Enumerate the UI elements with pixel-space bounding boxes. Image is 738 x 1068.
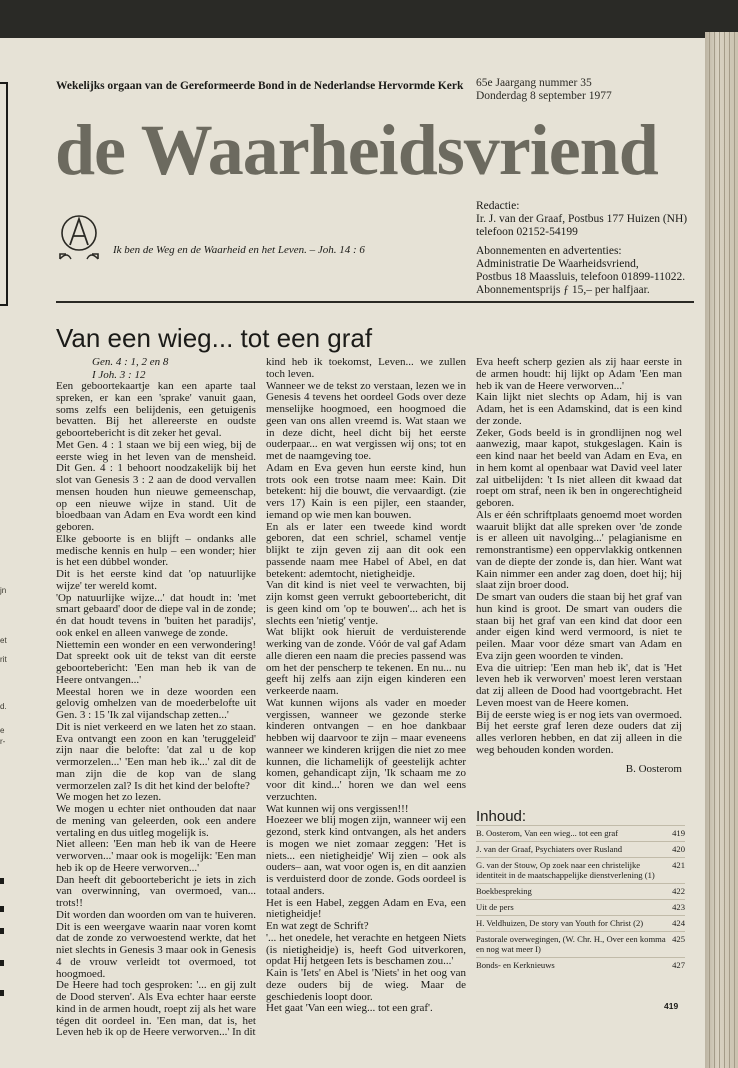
article-column-3: [476, 357, 682, 757]
toc-text: Uit de pers: [476, 902, 514, 912]
toc-item[interactable]: [476, 915, 685, 931]
margin-fragment: rit: [0, 655, 7, 664]
toc-item[interactable]: [476, 825, 685, 841]
paragraph: Van dit kind is niet veel te verwachten, bij zijn komst geen verrukt geboortebericht, dit is geen kind om 'op te bouwen'... ach het is slechts een 'nietig' ventje.: [266, 579, 466, 627]
paragraph: En wat zegt de Schrift?: [266, 920, 369, 932]
book-spine: [705, 32, 738, 1068]
toc-text: G. van der Stouw, Op zoek naar een christelijke identiteit in de maatschappelijke dienstverlening (1): [476, 860, 655, 880]
margin-mark: [0, 960, 4, 966]
paragraph: Eva die uitriep: 'Een man heb ik', dat is 'Het leven heb ik verworven' moest leren verstaan dat zij alleen de Dood had voortgebracht. Het Leven moest van de Heere komen.: [476, 661, 682, 709]
paragraph: Met Gen. 4 : 1 staan we bij een wieg, bij de eerste wieg in het leven van de mensheid. Dit Gen. 4 : 1 behoort noodzakelijk bij het slot van Genesis 3 : 2 aan de dood vervallen mensen houden hun nieuwe gemeenschap, op een nieuwe wijze in stand. Uit de bloedbaan van Adam en Eva wordt een kind geboren.: [56, 438, 256, 533]
paragraph: Meestal horen we in deze woorden een gelovig omhelzen van de moederbelofte uit Gen. 3 : 15 'Ik zal vijandschap zetten...': [56, 685, 256, 721]
table-of-contents-title: Inhoud:: [476, 808, 527, 825]
paragraph: Het is een Habel, zeggen Adam en Eva, een nietigheidje!: [266, 896, 466, 921]
paragraph: Wat kunnen wijons als vader en moeder vergissen, wanneer we gezonde sterke kinderen ontvangen – en hoe dankbaar hebben wij daarvoor te zijn – maar eveneens wanneer we kinderen krijgen die niet zo mee kunnen, die lichamelijk of geestelijk achter komen, gehandicapt zijn, 'Ik schaam me zo voor dit kind...' horen we dan wel eens verzuchten.: [266, 696, 466, 803]
toc-item[interactable]: [476, 899, 685, 915]
toc-item[interactable]: [476, 841, 685, 857]
paragraph: Een geboortekaartje kan een aparte taal spreken, er kan een 'sprake' vanuit gaan, soms zelfs een belijdenis, een getuigenis bevatten. Bij het allereerste en oudste geboortebericht is dit zeker het geval.: [56, 380, 256, 439]
paragraph: Niettemin een wonder en een verwondering! Dat spreekt ook uit de tekst van dit eerste geboortebericht: 'Een man heb ik van de Heere ontvangen...': [56, 638, 256, 686]
paragraph: Dit worden dan woorden om van te huiveren. Dit is een weergave waarin naar voren komt dat de zonde zo verwoestend werkte, dat het niet slechts in Genesis 3 maar ook in Genesis 4 de vrouw verleidt tot overmoed, tot hoogmoed.: [56, 908, 256, 980]
margin-mark: [0, 878, 4, 884]
paragraph: Eva heeft scherp gezien als zij haar eerste in de armen houdt: hij lijkt op Adam 'Een man heb ik van de Heere verworven...': [476, 356, 682, 392]
paragraph: kind heb ik toekomst, Leven... we zullen toch leven.: [266, 356, 466, 380]
paragraph: Het gaat 'Van een wieg... tot een graf'.: [266, 1002, 433, 1015]
toc-page: 422: [672, 886, 685, 896]
alpha-omega-logo: [57, 213, 101, 261]
organ-subtitle: Wekelijks orgaan van de Gereformeerde Bond in de Nederlandse Hervormde Kerk: [56, 80, 464, 92]
masthead-title: de Waarheidsvriend: [55, 110, 658, 190]
toc-text: Bonds- en Kerknieuws: [476, 960, 555, 970]
paragraph: De smart van ouders die staan bij het graf van hun kind is groot. De smart van ouders die staan bij het graf van een kind dat door een ander eigen kind werd vermoord, is niet te peilen. Maar voor déze smart van Adam en Eva zijn geen woorden te vinden.: [476, 591, 682, 662]
paragraph: De Heere had toch gesproken: '... en gij zult de Dood sterven'. Als Eva echter haar eerste kind in de armen houdt, roept zij als het ware tégen dit oordeel in. 'Een man, dat is, het Leven heb ik op de Heere verworven...' In dit: [56, 979, 256, 1039]
paragraph: Zeker, Gods beeld is in grondlijnen nog wel aanwezig, maar kapot, stukgeslagen. Kain is een kind naar het beeld van Adam en Eva, en in hem komt al openbaar wat David veel later zal uitbelijden: 't Is niet alleen dit kwaad dat roept om straf, neen ik ben in ongerechtigheid geboren.: [476, 426, 682, 509]
page-number: 419: [664, 1001, 679, 1011]
toc-page: 423: [672, 902, 685, 912]
previous-page-frame: [0, 82, 8, 306]
paragraph: Bij de eerste wieg is er nog iets van overmoed. Bij het eerste graf leren deze ouders dat zij alles verloren hebben, en dat zij alleen in die weg behouden konden worden.: [476, 708, 682, 756]
header-divider: [56, 301, 694, 303]
paragraph: Wat blijkt ook hieruit de verduisterende werking van de zonde. Vóór de val gaf Adam alle dieren een naam die precies passend was om het der penscherp te tekenen. En nu... nu geeft hij zelfs aan zijn eigen kinderen een verkeerde naam.: [266, 626, 466, 697]
abonnement-block: [476, 245, 704, 297]
motto: Ik ben de Weg en de Waarheid en het Leven. – Joh. 14 : 6: [113, 244, 365, 256]
margin-fragment: jn: [0, 586, 7, 595]
paragraph: Niet alleen: 'Een man heb ik van de Heere verworven...' maar ook is mogelijk: 'Een man heb ik op de Heere verworven...': [56, 838, 256, 874]
paragraph: Als er één schriftplaats genoemd moet worden waaruit blijkt dat alle spreken over 'de zonde is er alleen uit navolging...' pelagianisme en remonstrantisme) een oppervlakkig ontkennen van de diepte der zonde is, dan hier. Want wat Kain nimmer een ander zag doen, doet hij; hij slaat zijn broer dood.: [476, 508, 682, 592]
margin-mark: [0, 990, 4, 996]
jaargang: 65e Jaargang nummer 35: [476, 77, 592, 89]
paragraph: '... het onedele, het verachte en hetgeen Niets (is nietigheidje) is, heeft God uitverkoren, opdat Hij hetgeen Iets is beschamen zou...': [266, 931, 466, 968]
administratie-address: Postbus 18 Maassluis, telefoon 01899-11022.: [476, 271, 686, 283]
toc-item[interactable]: [476, 883, 685, 899]
article-column-1: [56, 381, 256, 1039]
margin-fragment: e: [0, 726, 5, 735]
toc-text: Boekbespreking: [476, 886, 532, 896]
scripture-ref: I Joh. 3 : 12: [92, 368, 146, 381]
toc-text: Pastorale overwegingen, (W. Chr. H., Over een komma en nog wat meer I): [476, 934, 666, 954]
paragraph: Dit is niet verkeerd en we laten het zo staan. Eva ontvangt een zoon en kan 'teruggeleid' zijn naar die belofte: 'dat zal u de kop vermorzelen...' 'Een man heb ik...' zal dit de man zijn die de kop van de slang vermorzelen zal? Is dit het kind der belofte?: [56, 720, 256, 792]
scripture-ref: Gen. 4 : 1, 2 en 8: [92, 356, 169, 368]
article-author: B. Oosterom: [625, 763, 682, 775]
article-column-2: [266, 357, 466, 1015]
toc-item[interactable]: [476, 957, 685, 973]
redactie-block: [476, 200, 687, 239]
paragraph: Wat kunnen wij ons vergissen!!!: [266, 802, 409, 815]
article-title: Van een wieg... tot een graf: [56, 323, 373, 353]
toc-page: 420: [672, 844, 685, 854]
margin-mark: [0, 906, 4, 912]
toc-text: J. van der Graaf, Psychiaters over Rusland: [476, 844, 623, 854]
paragraph: Hoezeer we blij mogen zijn, wanneer wij een gezond, sterk kind ontvangen, als het anders is mogen we niet zomaar zeggen: 'Het is niets... een nietigheidje' Wij zien – ook als ouders– aan, wat voor ogen is, en dit aanzien is verduisterd door de zonde. Gods oordeel is totaal anders.: [266, 814, 466, 897]
abonnement-label: Abonnementen en advertenties:: [476, 245, 622, 257]
issue-date: Donderdag 8 september 1977: [476, 90, 612, 102]
toc-item[interactable]: [476, 931, 685, 957]
administratie: Administratie De Waarheidsvriend,: [476, 258, 639, 270]
paragraph: Elke geboorte is en blijft – ondanks alle medische kennis en hulp – een wonder; hier is het een dúbbel wonder.: [56, 532, 256, 569]
table-of-contents: [476, 825, 685, 973]
margin-mark: [0, 928, 4, 934]
toc-page: 421: [672, 860, 685, 870]
paragraph: En als er later een tweede kind wordt geboren, dat een schriel, schamel ventje blijkt te zijn geven zij aan dit ook een passende naam mee Habel of Abel, en dat betekent: ademtocht, nietigheidje.: [266, 520, 466, 580]
margin-fragment: r-: [0, 737, 6, 746]
paragraph: Dan heeft dit geboortebericht je iets in zich van overwinning, van overmoed, van... trots!!: [56, 873, 256, 909]
toc-text: B. Oosterom, Van een wieg... tot een graf: [476, 828, 619, 838]
paragraph: 'Op natuurlijke wijze...' dat houdt in: 'met smart gebaard' door de diepe val in de zonde; én dat houdt tevens in 'buiten het paradijs', ook enkel en alleen vanwege de zonde.: [56, 591, 256, 639]
issue-info: [476, 77, 612, 103]
toc-item[interactable]: [476, 857, 685, 883]
paragraph: We mogen het zo lezen.: [56, 791, 162, 804]
redactie-label: Redactie:: [476, 200, 520, 212]
toc-page: 424: [672, 918, 685, 928]
scripture-references: [92, 356, 168, 381]
margin-fragment: et: [0, 636, 7, 645]
paragraph: We mogen u echter niet onthouden dat naar de mening van geleerden, ook een andere vertaling en dus uitleg mogelijk is.: [56, 803, 256, 839]
toc-text: H. Veldhuizen, De story van Youth for Christ (2): [476, 918, 644, 928]
toc-page: 425: [672, 934, 685, 944]
paragraph: Adam en Eva geven hun eerste kind, hun trots ook een trotse naam mee: Kain. Dit betekent: hij die bouwt, die vervaardigt. (zie vers 17) Kain is een pijler, een staander, iemand op wie men kan bouwen.: [266, 461, 466, 521]
toc-page: 419: [672, 828, 685, 838]
paragraph: Wanneer we de tekst zo verstaan, lezen we in Genesis 4 tevens het oordeel Gods over deze menselijke hoogmoed, een hoogmoed die geen van ons allen vreemd is. Wat staan we in deze dicht, heel dicht bij het eerste ouderpaar... en wat vergissen wij ons; tot en met de naamgeving toe.: [266, 379, 466, 462]
toc-page: 427: [672, 960, 685, 970]
paragraph: Kain is 'Iets' en Abel is 'Niets' in het oog van deze ouders bij de wieg. Maar de geschiedenis loopt door.: [266, 967, 466, 1003]
abonnement-price: Abonnementsprijs ƒ 15,– per halfjaar.: [476, 284, 650, 296]
paragraph: Kain lijkt niet slechts op Adam, hij is van Adam, het is een Adamskind, dat is een kind der zonde.: [476, 391, 682, 427]
margin-fragment: d.: [0, 702, 7, 711]
redactie-address: Ir. J. van der Graaf, Postbus 177 Huizen (NH): [476, 213, 688, 225]
redactie-phone: telefoon 02152-54199: [476, 226, 578, 238]
paragraph: Dit is het eerste kind dat 'op natuurlijke wijze' ter wereld komt.: [56, 568, 256, 592]
